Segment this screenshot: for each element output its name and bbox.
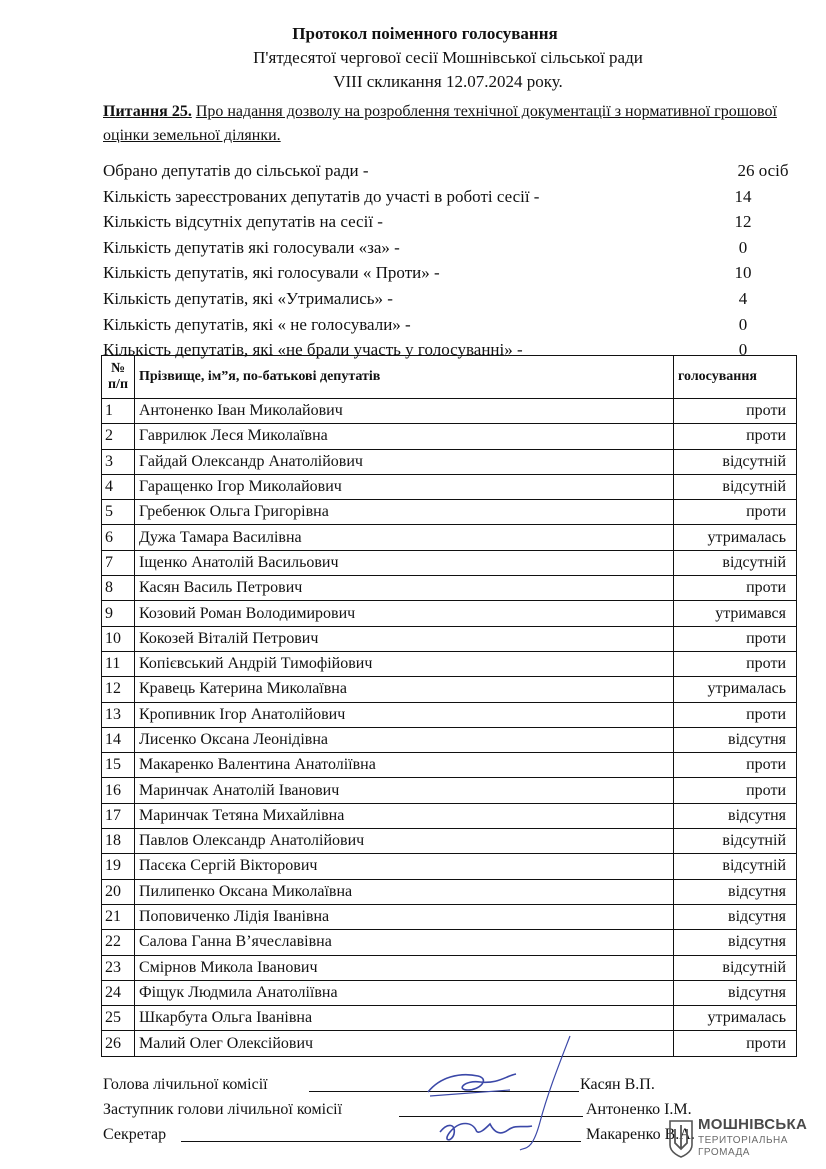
vote-result: відсутній	[674, 550, 797, 575]
vote-result: відсутній	[674, 474, 797, 499]
stat-label: Обрано депутатів до сільської ради -	[103, 161, 369, 180]
table-row	[102, 474, 797, 499]
question-number: Питання 25.	[103, 103, 192, 120]
table-row	[102, 879, 797, 904]
community-subtitle-2: ГРОМАДА	[698, 1147, 750, 1158]
row-number: 23	[102, 955, 135, 980]
signature-name: Касян В.П.	[580, 1076, 655, 1093]
col-header-vote: голосування	[674, 356, 797, 399]
trident-icon	[668, 1115, 694, 1159]
deputy-name: Козовий Роман Володимирович	[135, 601, 674, 626]
vote-result: проти	[674, 702, 797, 727]
vote-result: проти	[674, 651, 797, 676]
question-block	[103, 100, 803, 148]
community-name: МОШНІВСЬКА	[698, 1116, 808, 1133]
stat-value: 14	[734, 186, 752, 206]
vote-result: відсутня	[674, 980, 797, 1005]
stat-row-for	[103, 235, 803, 261]
table-row	[102, 778, 797, 803]
vote-result: проти	[674, 399, 797, 424]
row-number: 11	[102, 651, 135, 676]
col-header-number	[102, 356, 135, 399]
stat-label: Кількість зареєстрованих депутатів до участі в роботі сесії -	[103, 186, 540, 206]
stat-label: Кількість депутатів, які голосували « Проти» -	[103, 263, 440, 283]
vote-result: проти	[674, 500, 797, 525]
community-logo	[668, 1113, 818, 1165]
table-row	[102, 930, 797, 955]
vote-result: утрималась	[674, 677, 797, 702]
vote-result: відсутня	[674, 727, 797, 752]
row-number: 8	[102, 576, 135, 601]
table-row	[102, 702, 797, 727]
col-header-number-line1: №	[110, 361, 126, 376]
table-row	[102, 525, 797, 550]
stat-row-not-voted	[103, 312, 803, 338]
vote-statistics	[103, 158, 803, 363]
vote-result: проти	[674, 424, 797, 449]
stat-value: 26 осіб	[737, 161, 789, 180]
table-row	[102, 829, 797, 854]
vote-result: проти	[674, 576, 797, 601]
stat-label: Кількість депутатів, які «Утримались» -	[103, 288, 393, 308]
vote-result: проти	[674, 753, 797, 778]
question-text: Про надання дозволу на розроблення технічної документації з нормативної грошової оцінки земельної ділянки.	[103, 103, 777, 144]
deputy-name: Касян Василь Петрович	[135, 576, 674, 601]
row-number: 26	[102, 1031, 135, 1056]
vote-result: відсутній	[674, 955, 797, 980]
row-number: 4	[102, 474, 135, 499]
session-line: П'ятдесятої чергової сесії Мошнівської сільської ради	[253, 48, 643, 67]
deputy-name: Фіщук Людмила Анатоліївна	[135, 980, 674, 1005]
row-number: 10	[102, 626, 135, 651]
row-number: 16	[102, 778, 135, 803]
row-number: 20	[102, 879, 135, 904]
deputy-name: Макаренко Валентина Анатоліївна	[135, 753, 674, 778]
vote-table	[101, 355, 797, 1057]
vote-result: відсутня	[674, 904, 797, 929]
row-number: 21	[102, 904, 135, 929]
row-number: 24	[102, 980, 135, 1005]
row-number: 22	[102, 930, 135, 955]
row-number: 14	[102, 727, 135, 752]
deputy-name: Лисенко Оксана Леонідівна	[135, 727, 674, 752]
deputy-name: Кропивник Ігор Анатолійович	[135, 702, 674, 727]
table-row	[102, 550, 797, 575]
table-row	[102, 753, 797, 778]
row-number: 6	[102, 525, 135, 550]
row-number: 17	[102, 803, 135, 828]
row-number: 3	[102, 449, 135, 474]
row-number: 19	[102, 854, 135, 879]
signature-role: Секретар	[103, 1126, 167, 1143]
deputy-name: Дужа Тамара Василівна	[135, 525, 674, 550]
vote-result: відсутній	[674, 449, 797, 474]
table-row	[102, 424, 797, 449]
col-header-name: Прізвище, ім”я, по-батькові депутатів	[135, 356, 674, 399]
vote-result: проти	[674, 778, 797, 803]
deputy-name: Копієвський Андрій Тимофійович	[135, 651, 674, 676]
stat-row-absent	[103, 209, 803, 235]
deputy-name: Пилипенко Оксана Миколаївна	[135, 879, 674, 904]
table-row	[102, 651, 797, 676]
vote-result: утрималась	[674, 525, 797, 550]
row-number: 5	[102, 500, 135, 525]
deputy-name: Гаврилюк Леся Миколаївна	[135, 424, 674, 449]
vote-table-body	[102, 399, 797, 1057]
deputy-name: Салова Ганна В’ячеславівна	[135, 930, 674, 955]
table-row	[102, 854, 797, 879]
deputy-name: Поповиченко Лідія Іванівна	[135, 904, 674, 929]
table-row	[102, 677, 797, 702]
stat-value: 0	[738, 237, 748, 257]
table-row	[102, 601, 797, 626]
stat-row-abstained	[103, 286, 803, 312]
deputy-name: Смірнов Микола Іванович	[135, 955, 674, 980]
deputy-name: Маринчак Анатолій Іванович	[135, 778, 674, 803]
vote-result: відсутня	[674, 930, 797, 955]
stat-row-against	[103, 260, 803, 286]
stat-label: Кількість відсутніх депутатів на сесії -	[103, 212, 383, 232]
deputy-name: Антоненко Іван Миколайович	[135, 399, 674, 424]
document-title: Протокол поіменного голосування	[292, 24, 558, 43]
table-row	[102, 727, 797, 752]
table-row	[102, 955, 797, 980]
vote-result: проти	[674, 626, 797, 651]
deputy-name: Кокозей Віталій Петрович	[135, 626, 674, 651]
row-number: 2	[102, 424, 135, 449]
deputy-name: Гаращенко Ігор Миколайович	[135, 474, 674, 499]
stat-value: 0	[738, 340, 748, 360]
row-number: 13	[102, 702, 135, 727]
stat-label: Кількість депутатів, які « не голосували» -	[103, 314, 411, 334]
deputy-name: Шкарбута Ольга Іванівна	[135, 1006, 674, 1031]
signature-role: Голова лічильної комісії	[103, 1076, 268, 1093]
deputy-name: Маринчак Тетяна Михайлівна	[135, 803, 674, 828]
vote-result: відсутній	[674, 854, 797, 879]
row-number: 12	[102, 677, 135, 702]
stat-value: 12	[734, 212, 752, 232]
table-row	[102, 399, 797, 424]
table-row	[102, 576, 797, 601]
handwritten-signatures	[420, 1032, 600, 1152]
table-row	[102, 803, 797, 828]
table-row	[102, 626, 797, 651]
table-row	[102, 904, 797, 929]
deputy-name: Малий Олег Олексійович	[135, 1031, 674, 1056]
community-subtitle-1: ТЕРИТОРІАЛЬНА	[698, 1135, 788, 1146]
deputy-name: Павлов Олександр Анатолійович	[135, 829, 674, 854]
deputy-name: Іщенко Анатолій Васильович	[135, 550, 674, 575]
stat-label: Кількість депутатів, які «не брали участь у голосуванні» -	[103, 340, 523, 360]
signature-name: Антоненко І.М.	[586, 1101, 692, 1118]
stat-value: 0	[738, 314, 748, 334]
vote-result: утрималась	[674, 1006, 797, 1031]
row-number: 18	[102, 829, 135, 854]
row-number: 25	[102, 1006, 135, 1031]
table-row	[102, 980, 797, 1005]
deputy-name: Пасєка Сергій Вікторович	[135, 854, 674, 879]
col-header-number-line2: п/п	[107, 377, 129, 392]
signature-role: Заступник голови лічильної комісії	[103, 1101, 343, 1118]
convocation-date-line: VIII скликання 12.07.2024 року.	[333, 72, 563, 91]
table-row	[102, 500, 797, 525]
stat-row-elected	[103, 158, 803, 184]
table-header-row	[102, 356, 797, 399]
stat-label: Кількість депутатів які голосували «за» -	[103, 237, 400, 257]
row-number: 1	[102, 399, 135, 424]
signature-name: Макаренко В.А.	[586, 1126, 695, 1143]
vote-result: відсутній	[674, 829, 797, 854]
stat-value: 10	[734, 263, 752, 283]
vote-result: відсутня	[674, 879, 797, 904]
row-number: 15	[102, 753, 135, 778]
vote-result: утримався	[674, 601, 797, 626]
vote-result: відсутня	[674, 803, 797, 828]
deputy-name: Гребенюк Ольга Григорівна	[135, 500, 674, 525]
vote-result: проти	[674, 1031, 797, 1056]
table-row	[102, 1006, 797, 1031]
table-row	[102, 449, 797, 474]
row-number: 9	[102, 601, 135, 626]
deputy-name: Кравець Катерина Миколаївна	[135, 677, 674, 702]
row-number: 7	[102, 550, 135, 575]
stat-row-registered	[103, 184, 803, 210]
deputy-name: Гайдай Олександр Анатолійович	[135, 449, 674, 474]
stat-value: 4	[738, 288, 748, 308]
